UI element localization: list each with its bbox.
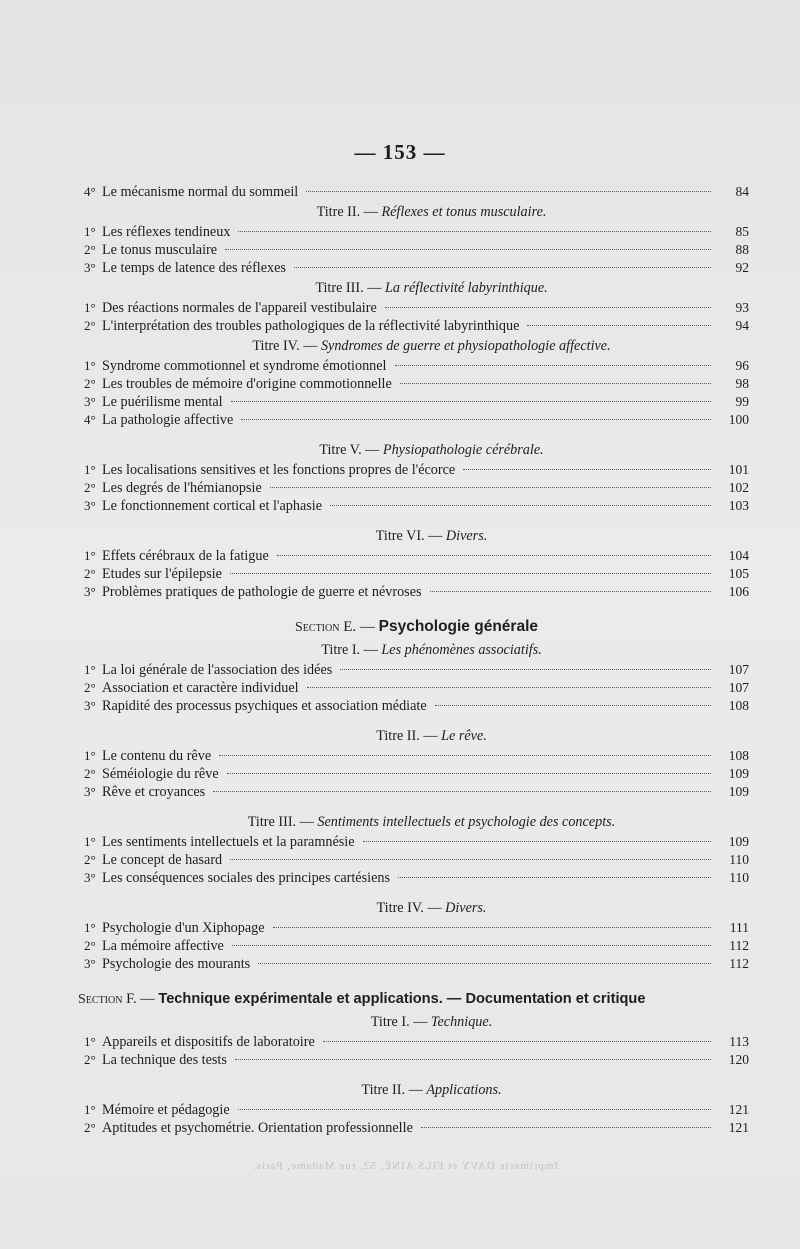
entry-page-number: 107: [728, 662, 749, 677]
toc-block-1: [84, 183, 749, 201]
dot-leader: [227, 773, 711, 774]
titre-subject: Réflexes et tonus musculaire.: [381, 204, 547, 220]
titre-subject: Les phénomènes associatifs.: [381, 642, 542, 658]
entry-page-number: 112: [729, 956, 749, 971]
toc-entry: [84, 937, 749, 955]
entry-page-number: 121: [728, 1120, 749, 1135]
titre-number: Titre VI. —: [375, 528, 443, 544]
titre-heading: [84, 811, 749, 833]
entry-title: Effets cérébraux de la fatigue: [102, 548, 269, 564]
titre-heading: [84, 639, 749, 661]
dot-leader: [395, 365, 712, 366]
titre-subject: Applications.: [426, 1082, 502, 1098]
section-f-heading: [78, 987, 759, 1011]
titre-number: Titre II. —: [316, 204, 378, 220]
entry-number: 1°: [84, 662, 96, 677]
titre-heading: [84, 335, 749, 357]
toc-entry: [84, 697, 749, 715]
entry-page-number: 93: [735, 300, 749, 315]
entry-number: 2°: [84, 242, 96, 257]
section-prefix: Section: [78, 992, 123, 1007]
titre-number: Titre II. —: [361, 1082, 423, 1098]
entry-number: 1°: [84, 462, 96, 477]
toc-entry: [84, 565, 749, 583]
entry-number: 2°: [84, 680, 96, 695]
toc-entry: [84, 869, 749, 887]
entry-title: Mémoire et pédagogie: [102, 1102, 230, 1118]
dot-leader: [230, 573, 711, 574]
toc-entry: [84, 479, 749, 497]
dot-leader: [421, 1127, 711, 1128]
toc-entry: [84, 783, 749, 801]
entry-title: Psychologie des mourants: [102, 956, 251, 972]
entry-title: Le fonctionnement cortical et l'aphasie: [102, 498, 323, 514]
toc-block-4: [84, 357, 749, 429]
dot-leader: [219, 755, 711, 756]
entry-title: Le contenu du rêve: [102, 748, 212, 764]
toc-entry: [84, 357, 749, 375]
titre-number: Titre II. —: [376, 728, 438, 744]
entry-title: Le tonus musculaire: [102, 242, 218, 258]
dot-leader: [400, 383, 711, 384]
entry-number: 2°: [84, 1052, 96, 1067]
imprint-show-through: Imprimerie DAVY et FILS AINÉ, 52, rue Madame, Paris.: [251, 1160, 559, 1172]
toc-entry: [84, 411, 749, 429]
entry-number: 1°: [84, 920, 96, 935]
entry-title: Les conséquences sociales des principes cartésiens: [102, 870, 390, 886]
entry-title: La technique des tests: [102, 1052, 227, 1068]
toc-entry: [84, 547, 749, 565]
toc-entry: [84, 1033, 749, 1051]
entry-title: La pathologie affective: [102, 412, 234, 428]
entry-title: La mémoire affective: [102, 938, 224, 954]
entry-page-number: 96: [735, 358, 749, 373]
titre-subject: Technique.: [430, 1014, 493, 1030]
dot-leader: [294, 267, 711, 268]
titre-subject: Divers.: [445, 900, 487, 916]
entry-page-number: 108: [728, 698, 749, 713]
page-folio: — 153 —: [354, 140, 446, 164]
entry-page-number: 112: [729, 938, 749, 953]
entry-page-number: 100: [728, 412, 749, 427]
entry-number: 3°: [84, 498, 96, 513]
toc-entry: [84, 1101, 749, 1119]
entry-number: 3°: [84, 394, 96, 409]
toc-block-3: [84, 299, 749, 335]
toc-block-e3: [84, 833, 749, 887]
titre-heading: [84, 201, 749, 223]
dot-leader: [232, 945, 711, 946]
entry-title: Les troubles de mémoire d'origine commotionnelle: [102, 376, 392, 392]
entry-page-number: 121: [728, 1102, 749, 1117]
toc-entry: [84, 747, 749, 765]
entry-number: 4°: [84, 184, 96, 199]
dot-leader: [463, 469, 711, 470]
titre-subject: Divers.: [445, 528, 488, 544]
entry-page-number: 113: [729, 1034, 749, 1049]
toc-block-e1: [84, 661, 749, 715]
dot-leader: [363, 841, 711, 842]
entry-number: 3°: [84, 698, 96, 713]
toc-entry: [84, 497, 749, 515]
titre-subject: Syndromes de guerre et physiopathologie affective.: [320, 338, 611, 354]
entry-number: 3°: [84, 584, 96, 599]
toc-block-e2: [84, 747, 749, 801]
dot-leader: [323, 1041, 711, 1042]
toc-entry: [84, 317, 749, 335]
entry-page-number: 111: [729, 920, 749, 935]
dot-leader: [306, 191, 711, 192]
entry-title: Psychologie d'un Xiphopage: [102, 920, 265, 936]
entry-title: Etudes sur l'épilepsie: [102, 566, 222, 582]
entry-page-number: 85: [735, 224, 749, 239]
dot-leader: [241, 419, 711, 420]
dot-leader: [398, 877, 711, 878]
entry-title: Syndrome commotionnel et syndrome émotionnel: [102, 358, 387, 374]
entry-page-number: 109: [728, 766, 749, 781]
dot-leader: [340, 669, 711, 670]
titre-heading: [84, 1079, 749, 1101]
dot-leader: [230, 859, 711, 860]
entry-page-number: 102: [728, 480, 749, 495]
entry-number: 3°: [84, 956, 96, 971]
entry-number: 4°: [84, 412, 96, 427]
dot-leader: [430, 591, 711, 592]
entry-page-number: 110: [729, 852, 749, 867]
toc-entry: [84, 375, 749, 393]
toc-entry: [84, 851, 749, 869]
dot-leader: [527, 325, 711, 326]
titre-number: Titre IV. —: [252, 338, 318, 354]
entry-title: Rapidité des processus psychiques et association médiate: [102, 698, 427, 714]
dot-leader: [277, 555, 711, 556]
dot-leader: [238, 1109, 711, 1110]
entry-page-number: 101: [728, 462, 749, 477]
entry-title: Association et caractère individuel: [102, 680, 299, 696]
entry-title: L'interprétation des troubles pathologiques de la réflectivité labyrinthique: [102, 318, 520, 334]
titre-number: Titre I. —: [370, 1014, 428, 1030]
entry-title: Les réflexes tendineux: [102, 224, 231, 240]
section-prefix: Section: [295, 620, 340, 635]
toc-entry: [84, 919, 749, 937]
entry-number: 2°: [84, 318, 96, 333]
entry-number: 1°: [84, 1034, 96, 1049]
titre-heading: [84, 725, 749, 747]
entry-page-number: 105: [728, 566, 749, 581]
entry-page-number: 84: [735, 184, 749, 199]
entry-page-number: 98: [735, 376, 749, 391]
toc-block-2: [84, 223, 749, 277]
table-of-contents: [78, 183, 749, 1137]
titre-subject: La réflectivité labyrinthique.: [384, 280, 548, 296]
entry-page-number: 99: [735, 394, 749, 409]
entry-title: Rêve et croyances: [102, 784, 206, 800]
entry-number: 1°: [84, 834, 96, 849]
dot-leader: [213, 791, 711, 792]
toc-entry: [84, 661, 749, 679]
toc-entry: [84, 1051, 749, 1069]
toc-entry: [84, 833, 749, 851]
section-e-heading: [84, 615, 749, 639]
entry-number: 1°: [84, 300, 96, 315]
toc-entry: [84, 299, 749, 317]
entry-number: 1°: [84, 358, 96, 373]
entry-title: Le mécanisme normal du sommeil: [102, 184, 299, 200]
toc-entry: [84, 183, 749, 201]
entry-title: Problèmes pratiques de pathologie de guerre et névroses: [102, 584, 422, 600]
toc-block-e4: [84, 919, 749, 973]
entry-title: Les degrés de l'hémianopsie: [102, 480, 262, 496]
entry-number: 2°: [84, 852, 96, 867]
dot-leader: [225, 249, 711, 250]
titre-subject: Le rêve.: [441, 728, 487, 744]
entry-number: 1°: [84, 1102, 96, 1117]
toc-entry: [84, 223, 749, 241]
entry-page-number: 107: [728, 680, 749, 695]
entry-number: 1°: [84, 548, 96, 563]
toc-entry: [84, 583, 749, 601]
entry-title: Séméiologie du rêve: [102, 766, 219, 782]
titre-heading: [84, 277, 749, 299]
toc-block-6: [84, 547, 749, 601]
toc-block-f1: [84, 1033, 749, 1069]
dot-leader: [235, 1059, 711, 1060]
dot-leader: [238, 231, 711, 232]
toc-entry: [84, 259, 749, 277]
toc-block-f2: [84, 1101, 749, 1137]
titre-heading: [84, 1011, 749, 1033]
entry-page-number: 109: [728, 834, 749, 849]
titre-number: Titre I. —: [321, 642, 378, 658]
entry-page-number: 108: [728, 748, 749, 763]
section-letter: F. —: [126, 991, 155, 1007]
titre-number: Titre V. —: [319, 442, 380, 458]
titre-number: Titre III. —: [247, 814, 314, 830]
titre-subject: Physiopathologie cérébrale.: [382, 442, 544, 458]
entry-title: Les sentiments intellectuels et la paramnésie: [102, 834, 355, 850]
entry-number: 2°: [84, 376, 96, 391]
entry-page-number: 103: [728, 498, 749, 513]
dot-leader: [273, 927, 711, 928]
dot-leader: [330, 505, 711, 506]
entry-number: 2°: [84, 766, 96, 781]
toc-entry: [84, 1119, 749, 1137]
titre-heading: [84, 525, 749, 547]
entry-title: La loi générale de l'association des idées: [102, 662, 333, 678]
entry-number: 3°: [84, 870, 96, 885]
titre-heading: [84, 897, 749, 919]
entry-page-number: 110: [729, 870, 749, 885]
entry-page-number: 92: [735, 260, 749, 275]
entry-title: Le concept de hasard: [102, 852, 223, 868]
entry-title: Le temps de latence des réflexes: [102, 260, 286, 276]
dot-leader: [435, 705, 711, 706]
dot-leader: [258, 963, 711, 964]
entry-page-number: 109: [728, 784, 749, 799]
titre-number: Titre III. —: [315, 280, 382, 296]
toc-entry: [84, 393, 749, 411]
toc-entry: [84, 241, 749, 259]
toc-entry: [84, 679, 749, 697]
entry-number: 3°: [84, 784, 96, 799]
titre-subject: Sentiments intellectuels et psychologie des concepts.: [317, 814, 616, 830]
toc-block-5: [84, 461, 749, 515]
entry-title: Des réactions normales de l'appareil vestibulaire: [102, 300, 377, 316]
dot-leader: [385, 307, 711, 308]
section-name: Technique expérimentale et applications. — Documentation et critique: [158, 991, 646, 1007]
titre-heading: [84, 439, 749, 461]
entry-page-number: 106: [728, 584, 749, 599]
toc-entry: [84, 955, 749, 973]
entry-number: 2°: [84, 1120, 96, 1135]
entry-title: Aptitudes et psychométrie. Orientation professionnelle: [102, 1120, 413, 1136]
entry-number: 1°: [84, 748, 96, 763]
dot-leader: [270, 487, 711, 488]
entry-page-number: 104: [728, 548, 749, 563]
titre-number: Titre IV. —: [376, 900, 442, 916]
section-letter: E. —: [343, 619, 375, 635]
entry-title: Les localisations sensitives et les fonctions propres de l'écorce: [102, 462, 456, 478]
dot-leader: [231, 401, 711, 402]
entry-number: 2°: [84, 938, 96, 953]
entry-number: 3°: [84, 260, 96, 275]
entry-number: 1°: [84, 224, 96, 239]
dot-leader: [307, 687, 711, 688]
entry-page-number: 88: [735, 242, 749, 257]
entry-page-number: 120: [728, 1052, 749, 1067]
entry-number: 2°: [84, 480, 96, 495]
section-name: Psychologie générale: [378, 618, 538, 635]
entry-title: Le puérilisme mental: [102, 394, 223, 410]
entry-number: 2°: [84, 566, 96, 581]
entry-page-number: 94: [735, 318, 749, 333]
toc-entry: [84, 765, 749, 783]
entry-title: Appareils et dispositifs de laboratoire: [102, 1034, 315, 1050]
toc-entry: [84, 461, 749, 479]
